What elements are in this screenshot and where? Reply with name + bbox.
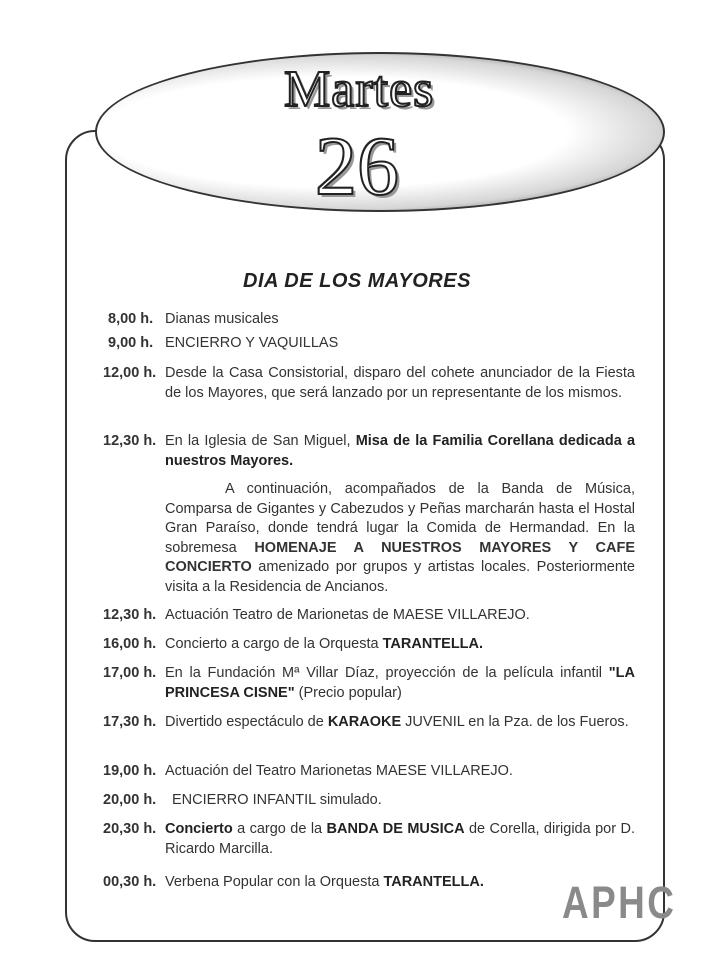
event-text: Concierto a cargo de la Orquesta TARANTELLA.	[165, 636, 484, 652]
event-continuation: A continuación, acompañados de la Banda de Música, Comparsa de Gigantes y Cabezudos y Peñas marcharán hasta el Hostal Gran Paraíso, donde tendrá lugar la Comida de Hermandad. En la sobremesa HOMENAJE A NUESTROS MAYORES Y CAFE CONCIERTO amenizado por grupos y artistas locales. Posteriormente visita a la Residencia de Ancianos.	[165, 481, 635, 595]
event-text: Actuación del Teatro Marionetas MAESE VILLAREJO.	[165, 763, 513, 779]
event-time: 17,30 h.	[103, 714, 157, 730]
aphc-watermark: APHC	[562, 877, 677, 928]
event-time: 16,00 h.	[103, 636, 157, 652]
event-text: Concierto a cargo de la BANDA DE MUSICA de Corella, dirigida por D. Ricardo Marcilla.	[165, 821, 635, 857]
event-time: 9,00 h.	[108, 335, 154, 351]
day-name: Martes	[284, 61, 435, 118]
event-text: En la Fundación Mª Villar Díaz, proyección de la película infantil "LA PRINCESA CISNE" (Precio popular)	[165, 665, 635, 701]
event-text: Divertido espectáculo de KARAOKE JUVENIL en la Pza. de los Fueros.	[165, 714, 629, 730]
event-time: 12,30 h.	[103, 607, 157, 623]
event-text: ENCIERRO INFANTIL simulado.	[172, 792, 382, 808]
page-title: DIA DE LOS MAYORES	[243, 270, 471, 292]
event-text: Dianas musicales	[165, 311, 279, 327]
event-time: 00,30 h.	[103, 874, 157, 890]
event-text: En la Iglesia de San Miguel, Misa de la Familia Corellana dedicada a nuestros Mayores.	[165, 433, 636, 469]
event-time: 17,00 h.	[103, 665, 157, 681]
event-text: Desde la Casa Consistorial, disparo del cohete anunciador de la Fiesta de los Mayores, que será lanzado por un representante de los mismos.	[165, 365, 635, 401]
event-time: 20,00 h.	[103, 792, 157, 808]
event-time: 12,00 h.	[103, 365, 157, 381]
event-text: ENCIERRO Y VAQUILLAS	[165, 335, 339, 351]
day-number: 26	[315, 120, 399, 213]
event-time: 20,30 h.	[103, 821, 157, 837]
event-text: Verbena Popular con la Orquesta TARANTELLA.	[165, 874, 484, 890]
event-time: 19,00 h.	[103, 763, 157, 779]
event-time: 8,00 h.	[108, 311, 154, 327]
event-time: 12,30 h.	[103, 433, 157, 449]
event-text: Actuación Teatro de Marionetas de MAESE VILLAREJO.	[165, 607, 530, 623]
